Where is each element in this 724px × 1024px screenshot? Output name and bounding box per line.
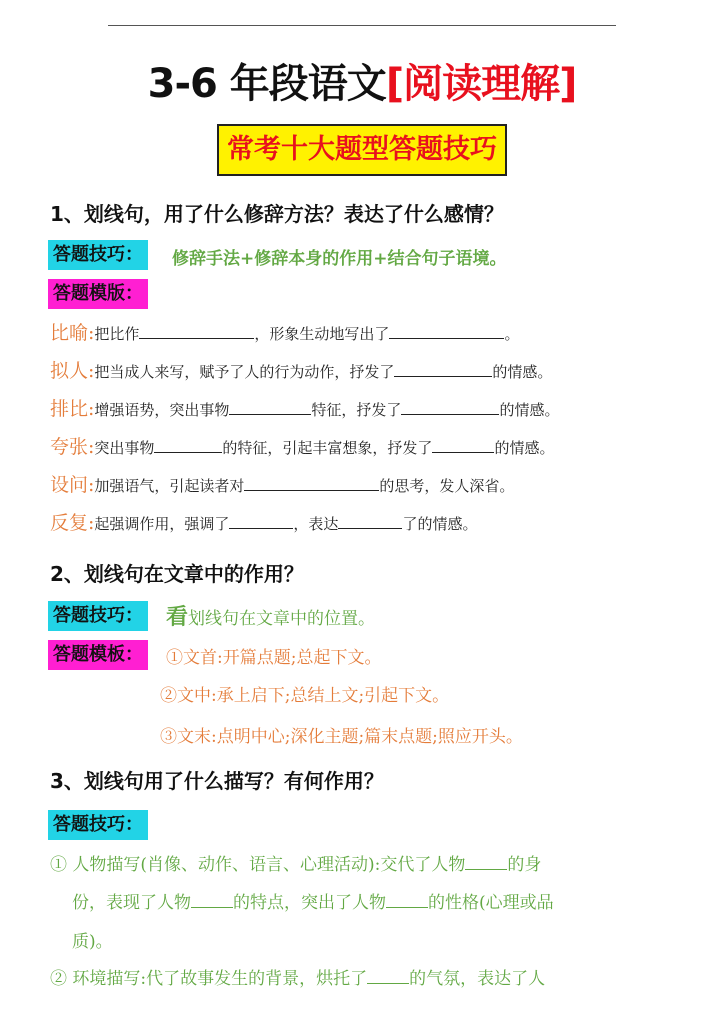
position-item-end: ③文末:点明中心;深化主题;篇末点题;照应开头。 bbox=[160, 727, 523, 747]
row-text: 。 bbox=[504, 325, 520, 343]
subtitle-box bbox=[0, 124, 724, 176]
fill-blank bbox=[139, 337, 254, 339]
row-label: 反复: bbox=[50, 512, 95, 534]
position-item-middle: ②文中:承上启下;总结上文;引起下文。 bbox=[160, 686, 450, 706]
q2-template-label: 答题模板： bbox=[48, 640, 148, 670]
q3-paragraph-line bbox=[50, 964, 545, 989]
fill-blank bbox=[394, 375, 492, 377]
row-text: 的情感。 bbox=[499, 401, 560, 419]
rhetoric-row-repetition bbox=[50, 508, 477, 535]
subtitle: 常考十大题型答题技巧 bbox=[217, 124, 507, 176]
row-label: 设问: bbox=[50, 474, 95, 496]
para-text: 的身 bbox=[507, 855, 542, 875]
row-text: 起强调作用，强调了 bbox=[94, 515, 230, 533]
para-text: 的气氛，表达了人 bbox=[409, 969, 546, 989]
row-text: 突出事物 bbox=[94, 439, 155, 457]
fill-blank bbox=[389, 337, 504, 339]
fill-blank bbox=[229, 413, 311, 415]
title-highlight: [阅读理解] bbox=[385, 61, 577, 107]
row-text: 的特征，引起丰富想象，抒发了 bbox=[222, 439, 433, 457]
row-text: ，形象生动地写出了 bbox=[254, 325, 390, 343]
position-item-start: ①文首:开篇点题;总起下文。 bbox=[166, 648, 382, 668]
row-text: 了的情感。 bbox=[402, 515, 478, 533]
rhetoric-row-personification bbox=[50, 356, 552, 383]
fill-blank bbox=[386, 906, 428, 908]
q2-heading: 2、划线句在文章中的作用？ bbox=[50, 562, 304, 586]
page-title bbox=[0, 52, 724, 109]
rhetoric-row-simile bbox=[50, 318, 519, 345]
row-label: 排比: bbox=[50, 398, 95, 420]
row-label: 比喻: bbox=[50, 322, 95, 344]
fill-blank bbox=[367, 982, 409, 984]
rhetoric-row-parallelism bbox=[50, 394, 559, 421]
q3-paragraph-line bbox=[72, 888, 554, 913]
q1-heading: 1、划线句，用了什么修辞方法？表达了什么感情？ bbox=[50, 202, 504, 226]
row-text: 加强语气，引起读者对 bbox=[94, 477, 245, 495]
q1-tip-text: 修辞手法+修辞本身的作用+结合句子语境。 bbox=[172, 249, 507, 269]
q2-tip-label: 答题技巧： bbox=[48, 601, 148, 631]
row-text: 特征，抒发了 bbox=[311, 401, 402, 419]
title-prefix: 3-6 年段语文 bbox=[147, 61, 386, 107]
q2-tip-emphasis: 看 bbox=[166, 604, 189, 630]
q1-tip-label: 答题技巧： bbox=[48, 240, 148, 270]
fill-blank bbox=[432, 451, 494, 453]
fill-blank bbox=[191, 906, 233, 908]
top-rule bbox=[108, 25, 616, 26]
q3-heading: 3、划线句用了什么描写？有何作用？ bbox=[50, 769, 384, 793]
row-text: 把比作 bbox=[94, 325, 140, 343]
q2-tip-body: 划线句在文章中的位置。 bbox=[188, 609, 376, 629]
q3-paragraph-line bbox=[50, 850, 541, 875]
fill-blank bbox=[465, 868, 507, 870]
row-text: 的思考，发人深省。 bbox=[379, 477, 515, 495]
q3-paragraph-line: 质)。 bbox=[72, 932, 113, 952]
para-text: 份，表现了人物 bbox=[72, 893, 191, 913]
row-text: ，表达 bbox=[293, 515, 339, 533]
q2-tip-text bbox=[166, 600, 375, 631]
row-label: 夸张: bbox=[50, 436, 95, 458]
row-label: 拟人: bbox=[50, 360, 95, 382]
rhetoric-row-rhetorical-question bbox=[50, 470, 514, 497]
q3-tip-label: 答题技巧： bbox=[48, 810, 148, 840]
para-text: 的性格(心理或品 bbox=[428, 893, 554, 913]
row-text: 增强语势，突出事物 bbox=[94, 401, 230, 419]
para-text: ① 人物描写(肖像、动作、语言、心理活动):交代了人物 bbox=[50, 855, 466, 875]
rhetoric-row-hyperbole bbox=[50, 432, 554, 459]
q1-template-label: 答题模版： bbox=[48, 279, 148, 309]
fill-blank bbox=[229, 527, 293, 529]
row-text: 的情感。 bbox=[492, 363, 553, 381]
fill-blank bbox=[154, 451, 222, 453]
row-text: 的情感。 bbox=[494, 439, 555, 457]
para-text: 的特点，突出了人物 bbox=[233, 893, 386, 913]
fill-blank bbox=[401, 413, 499, 415]
row-text: 把当成人来写，赋予了人的行为动作，抒发了 bbox=[94, 363, 395, 381]
para-text: ② 环境描写:代了故事发生的背景，烘托了 bbox=[50, 969, 368, 989]
fill-blank bbox=[244, 489, 379, 491]
fill-blank bbox=[338, 527, 402, 529]
